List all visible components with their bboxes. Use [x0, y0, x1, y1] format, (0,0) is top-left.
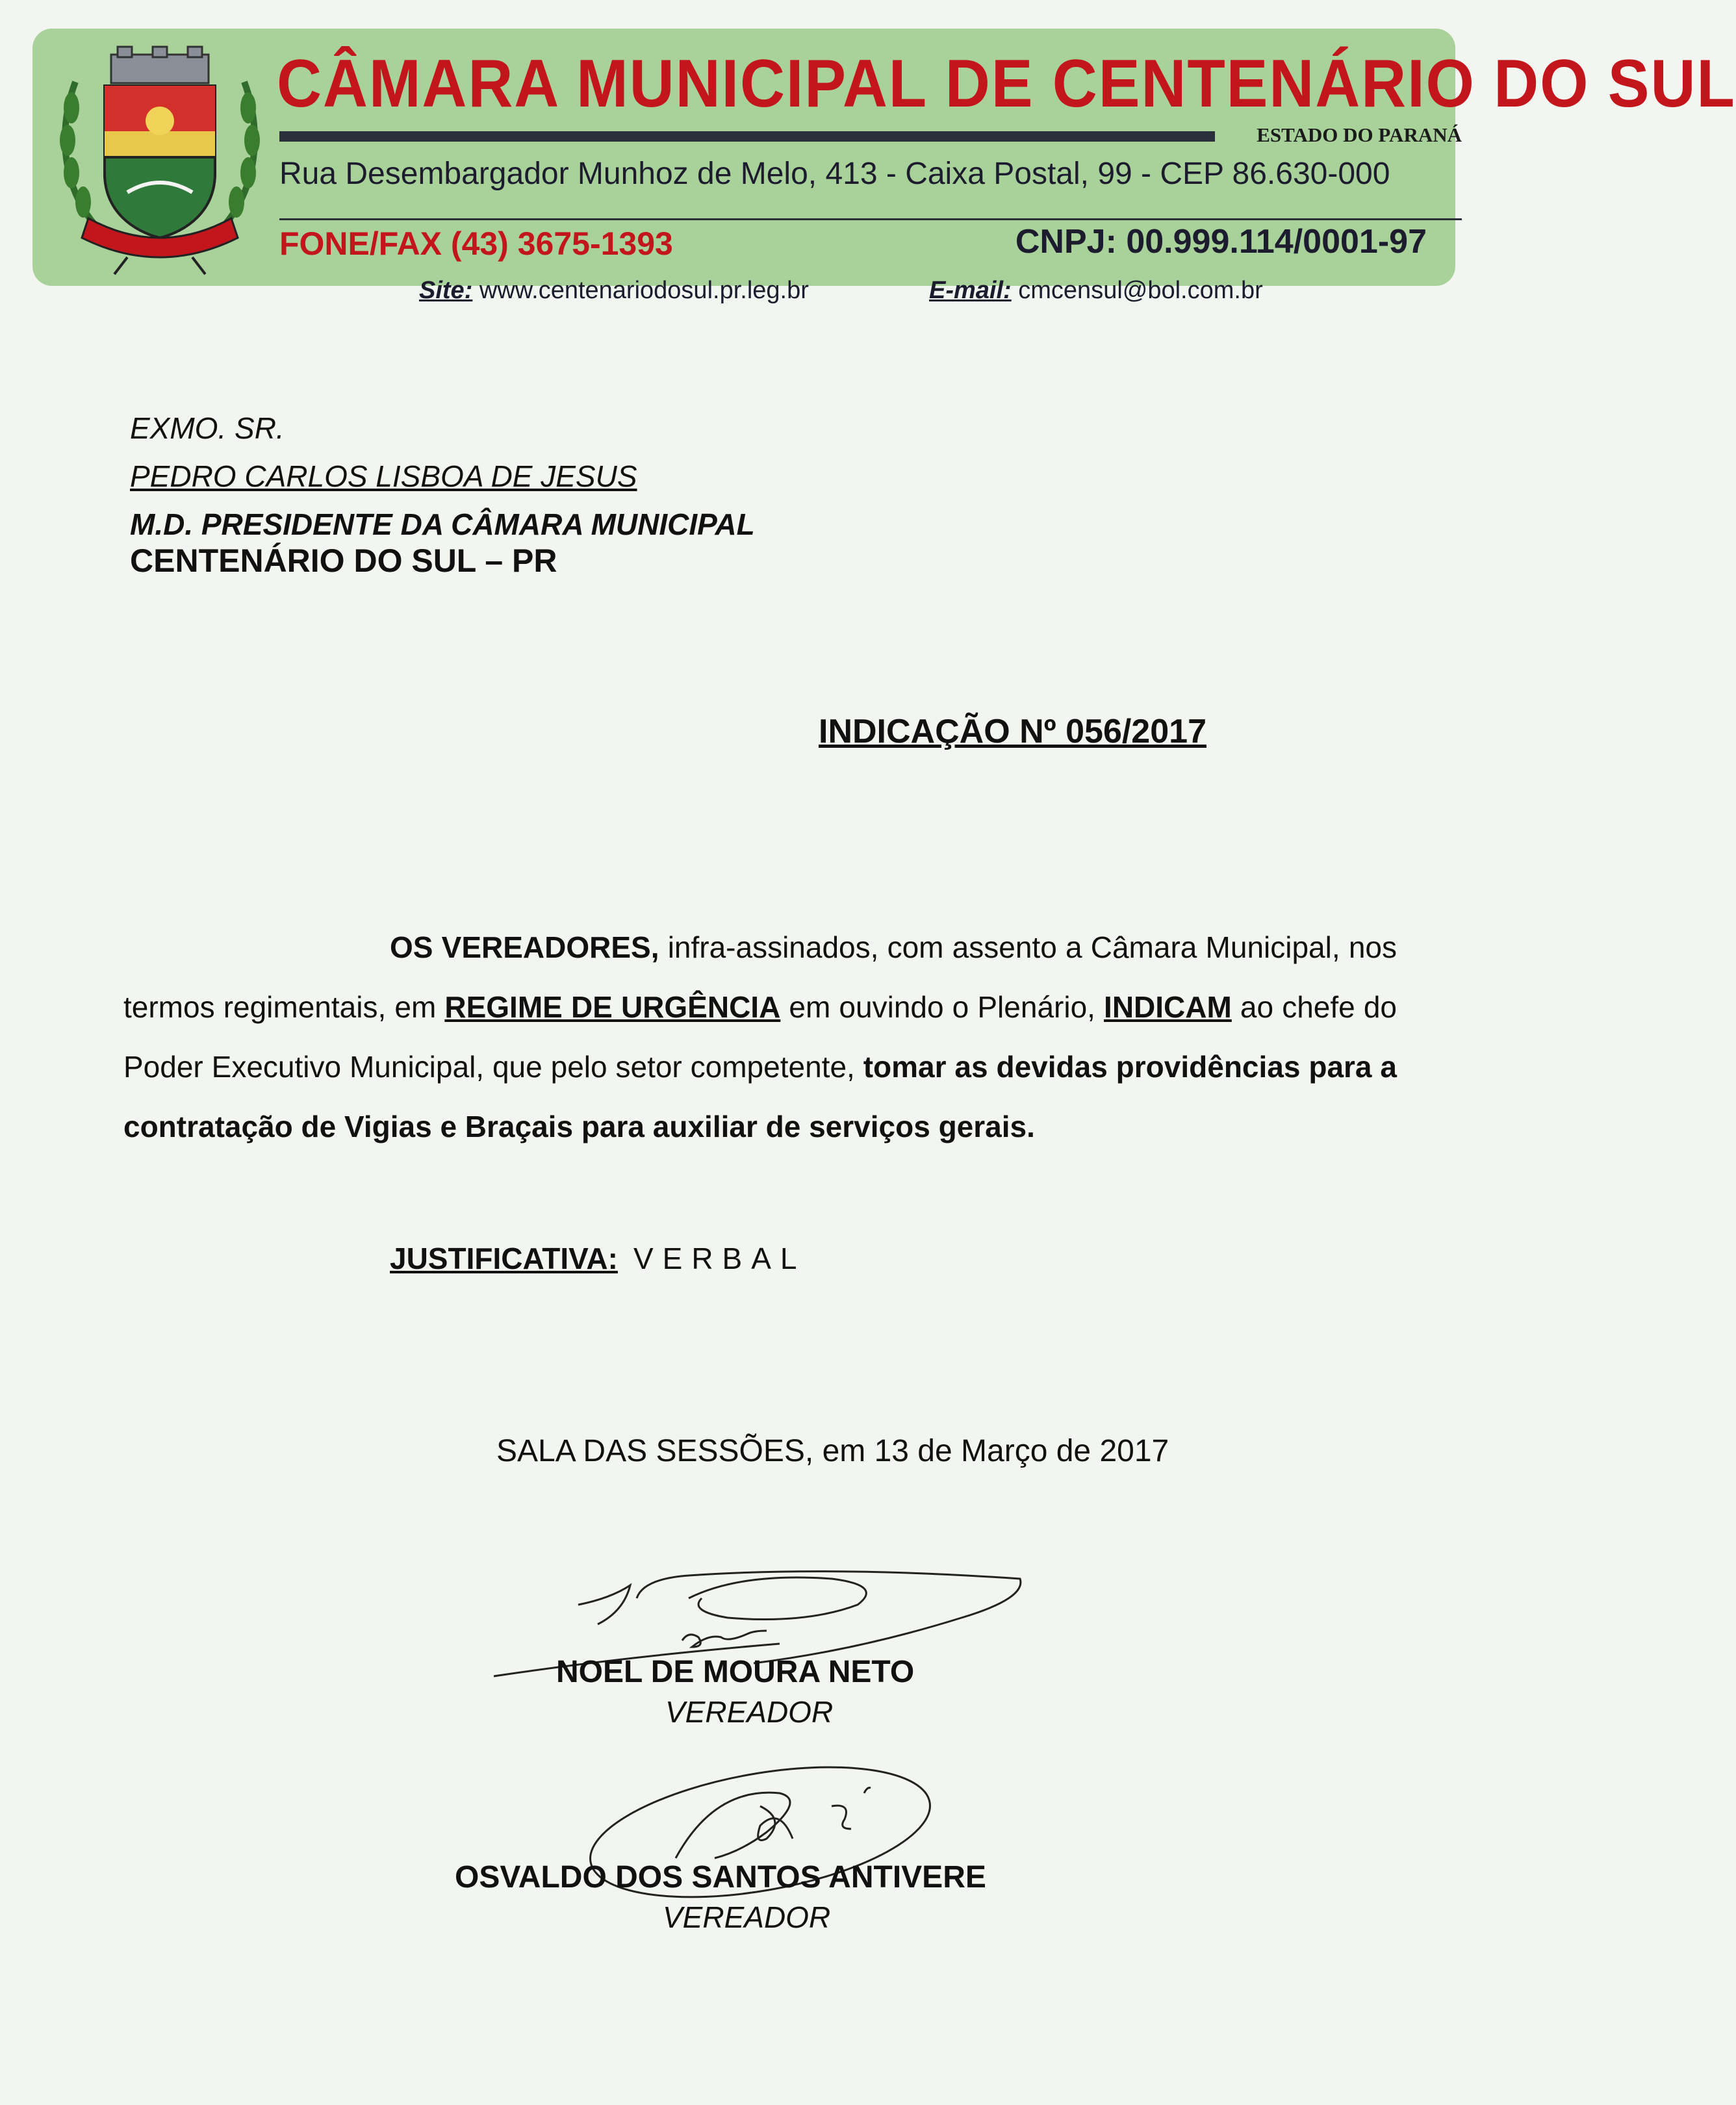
site-label: Site: — [419, 277, 473, 304]
site-url[interactable]: www.centenariodosul.pr.leg.br — [479, 277, 809, 304]
letterhead-divider — [279, 218, 1462, 220]
letterhead-state: ESTADO DO PARANÁ — [1257, 123, 1462, 146]
justification — [390, 1241, 806, 1276]
body-request: tomar as devidas providências para a contratação de Vigias e Braçais para auxiliar de serviços gerais. — [123, 1050, 1397, 1143]
signature-name-1: NOEL DE MOURA NETO — [556, 1655, 915, 1689]
addressee-salutation: EXMO. SR. — [130, 411, 285, 445]
addressee-name: PEDRO CARLOS LISBOA DE JESUS — [130, 459, 637, 493]
email-address[interactable]: cmcensul@bol.com.br — [1018, 277, 1263, 304]
addressee-position: M.D. PRESIDENTE DA CÂMARA MUNICIPAL — [130, 507, 755, 541]
municipal-crest-icon — [49, 43, 270, 277]
letterhead-email — [929, 277, 1263, 305]
justification-value: VERBAL — [633, 1242, 806, 1275]
body-text-1: infra-assinados, com assento a Câmara Municipal, nos termos regimentais, em — [123, 930, 1397, 1024]
letterhead-address: Rua Desembargador Munhoz de Melo, 413 - Caixa Postal, 99 - CEP 86.630-000 — [279, 157, 1390, 191]
letterhead-cnpj: CNPJ: 00.999.114/0001-97 — [1015, 223, 1427, 261]
letterhead-phone: FONE/FAX (43) 3675-1393 — [279, 225, 673, 262]
letterhead-site — [419, 277, 809, 305]
email-label: E-mail: — [929, 277, 1012, 304]
justification-label: JUSTIFICATIVA: — [390, 1242, 618, 1275]
body-text-2: em ouvindo o Plenário, — [780, 990, 1104, 1024]
letterhead-title: CÂMARA MUNICIPAL DE CENTENÁRIO DO SUL — [277, 46, 1736, 121]
letterhead — [32, 29, 1736, 304]
body-text-3: ao chefe do Poder Executivo Municipal, que pelo setor competente, — [123, 990, 1398, 1084]
body-regime: REGIME DE URGÊNCIA — [444, 990, 781, 1024]
document-body — [123, 917, 1397, 1156]
addressee-city: CENTENÁRIO DO SUL – PR — [130, 542, 557, 579]
body-indicam: INDICAM — [1104, 990, 1232, 1024]
body-subject: OS VEREADORES, — [390, 930, 659, 964]
signature-role-2: VEREADOR — [663, 1900, 831, 1934]
place-date: SALA DAS SESSÕES, em 13 de Março de 2017 — [496, 1434, 1169, 1468]
document-heading: INDICAÇÃO Nº 056/2017 — [819, 713, 1206, 750]
letterhead-bar — [279, 131, 1215, 142]
signature-role-1: VEREADOR — [665, 1695, 834, 1729]
signature-name-2: OSVALDO DOS SANTOS ANTIVERE — [455, 1860, 986, 1894]
